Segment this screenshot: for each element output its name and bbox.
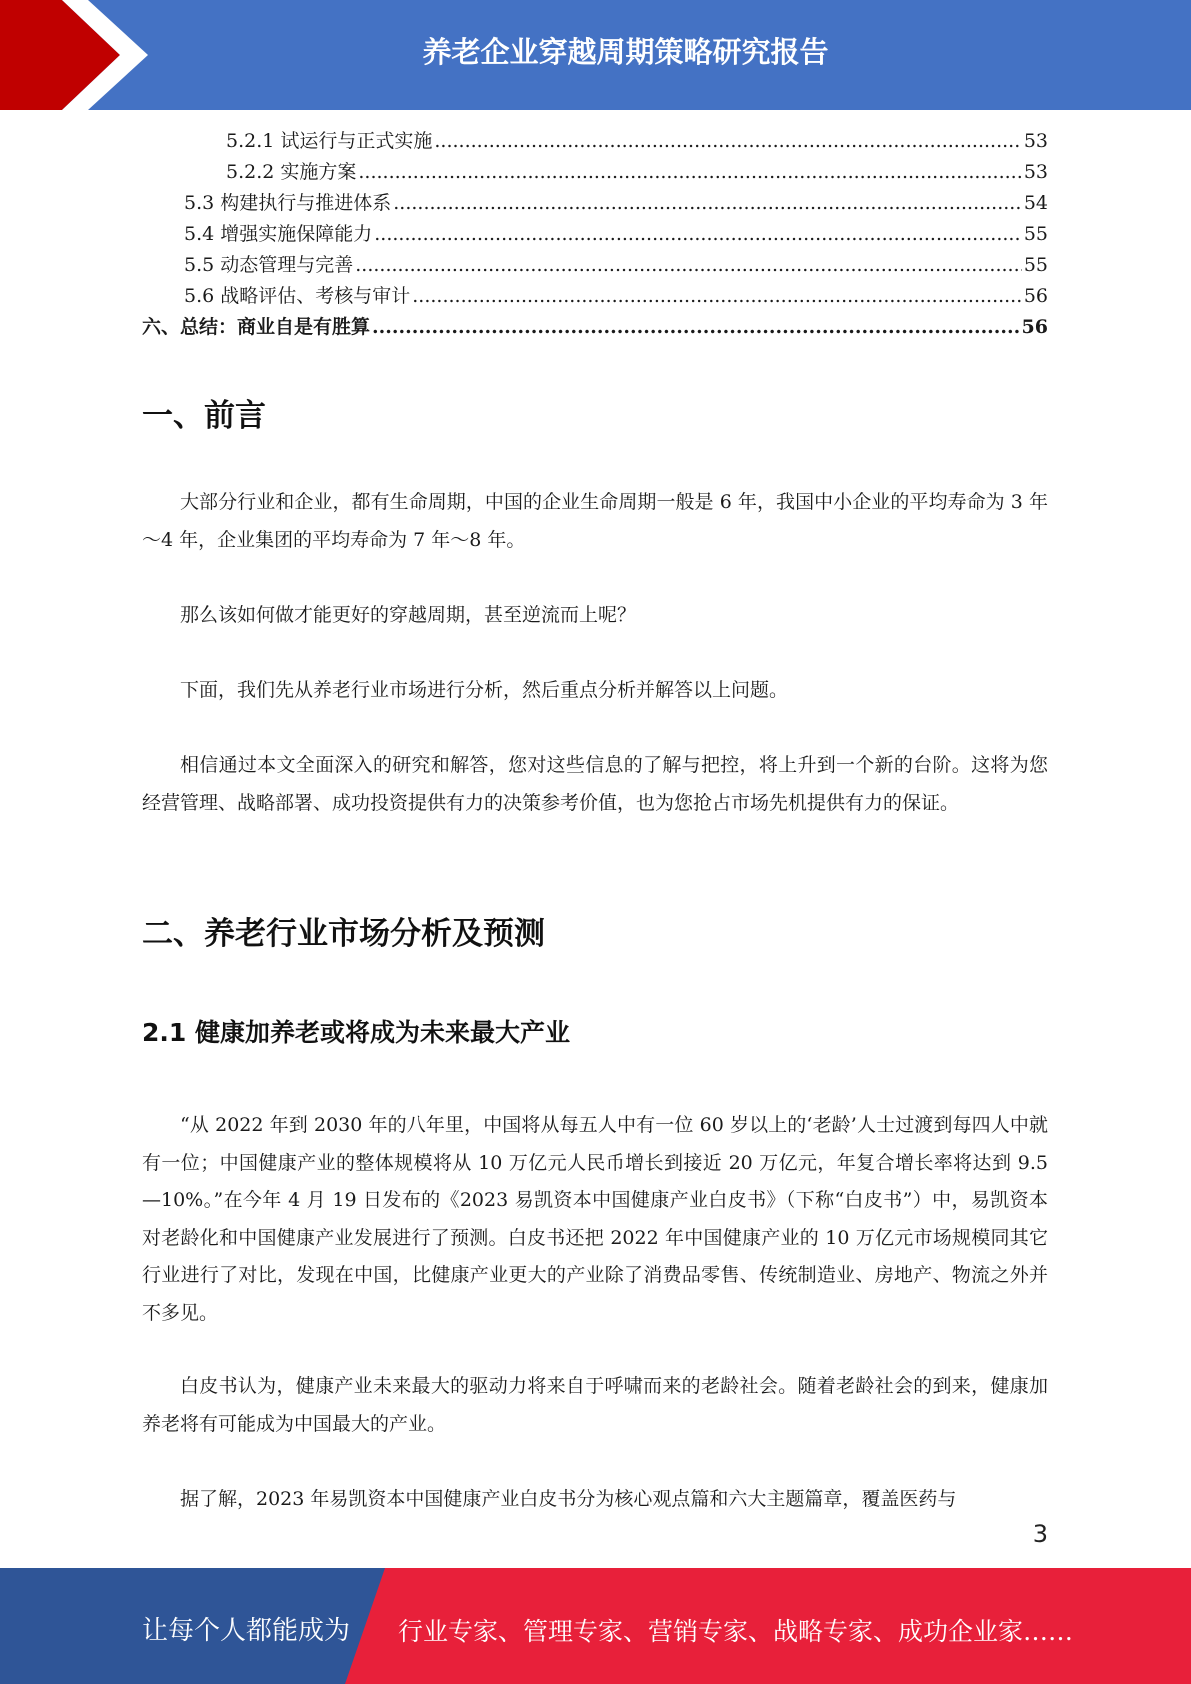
toc-entry-page: 53 xyxy=(1023,130,1048,152)
toc-entry-text: 5.5 动态管理与完善 xyxy=(184,254,354,276)
toc-leader-dots xyxy=(393,188,1022,219)
page-footer xyxy=(0,1568,1191,1684)
toc-entry-text: 5.6 战略评估、考核与审计 xyxy=(184,285,411,307)
toc-entry-text: 六、总结：商业自是有胜算 xyxy=(142,316,371,338)
toc-leader-dots xyxy=(434,126,1021,157)
section-heading-preface: 一、前言 xyxy=(142,398,266,434)
toc-entry[interactable] xyxy=(142,188,1048,219)
body-paragraph: 据了解，2023 年易凯资本中国健康产业白皮书分为核心观点篇和六大主题篇章，覆盖医药与 xyxy=(180,1488,957,1510)
toc-entry[interactable] xyxy=(142,219,1048,250)
toc-entry-page: 55 xyxy=(1023,254,1048,276)
toc-entry-text: 5.4 增强实施保障能力 xyxy=(184,223,373,245)
toc-entry-page: 56 xyxy=(1023,285,1048,307)
body-paragraph: 下面，我们先从养老行业市场进行分析，然后重点分析并解答以上问题。 xyxy=(180,679,789,701)
toc-entry-page: 56 xyxy=(1021,316,1048,338)
body-paragraph: 相信通过本文全面深入的研究和解答，您对这些信息的了解与把控，将上升到一个新的台阶。这将为您经营管理、战略部署、成功投资提供有力的决策参考价值，也为您抢占市场先机提供有力的保证。 xyxy=(142,754,1048,814)
toc-entry[interactable] xyxy=(142,281,1048,312)
toc-entry-text: 5.3 构建执行与推进体系 xyxy=(184,192,392,214)
body-paragraph: 白皮书认为，健康产业未来最大的驱动力将来自于呼啸而来的老龄社会。随着老龄社会的到来，健康加养老将有可能成为中国最大的产业。 xyxy=(142,1375,1048,1435)
toc-leader-dots xyxy=(412,281,1022,312)
page-number: 3 xyxy=(1032,1520,1048,1548)
toc-entry-page: 54 xyxy=(1023,192,1048,214)
body-paragraph: “从 2022 年到 2030 年的八年里，中国将从每五人中有一位 60 岁以上的‘老龄’人士过渡到每四人中就有一位；中国健康产业的整体规模将从 10 万亿元人民币增长到接近 20 万亿元，年复合增长率将达到 9.5—10%。”在今年 4 月 19 日发布的《2023 易凯资本中国健康产业白皮书》（下称“白皮书”）中，易凯资本对老龄化和中国健康产业发展进行了预测。白皮书还把 2022 年中国健康产业的 10 万亿元市场规模同其它行业进行了对比，发现在中国，比健康产业更大的产业除了消费品零售、传统制造业、房地产、物流之外并不多见。 xyxy=(142,1114,1048,1324)
subsection-heading: 2.1 健康加养老或将成为未来最大产业 xyxy=(142,1018,570,1047)
toc-leader-dots xyxy=(358,157,1021,188)
section-heading-market: 二、养老行业市场分析及预测 xyxy=(142,916,545,952)
toc-entry[interactable] xyxy=(142,157,1048,188)
table-of-contents xyxy=(142,126,1048,343)
toc-entry[interactable] xyxy=(142,250,1048,281)
toc-leader-dots xyxy=(374,219,1022,250)
toc-entry-text: 5.2.1 试运行与正式实施 xyxy=(226,130,433,152)
toc-leader-dots xyxy=(355,250,1022,281)
toc-entry-page: 55 xyxy=(1023,223,1048,245)
toc-entry[interactable] xyxy=(142,126,1048,157)
toc-entry-page: 53 xyxy=(1023,161,1048,183)
body-paragraph: 大部分行业和企业，都有生命周期，中国的企业生命周期一般是 6 年，我国中小企业的平均寿命为 3 年～4 年，企业集团的平均寿命为 7 年～8 年。 xyxy=(142,491,1048,551)
toc-entry-text: 5.2.2 实施方案 xyxy=(226,161,357,183)
body-paragraph: 那么该如何做才能更好的穿越周期，甚至逆流而上呢？ xyxy=(180,604,637,626)
footer-slogan-left: 让每个人都能成为 xyxy=(142,1616,351,1646)
toc-entry[interactable] xyxy=(142,312,1048,343)
footer-slogan-right: 行业专家、管理专家、营销专家、战略专家、成功企业家…… xyxy=(398,1617,1074,1646)
page-header xyxy=(0,0,1191,110)
header-title: 养老企业穿越周期策略研究报告 xyxy=(422,35,829,69)
toc-leader-dots xyxy=(372,312,1020,343)
